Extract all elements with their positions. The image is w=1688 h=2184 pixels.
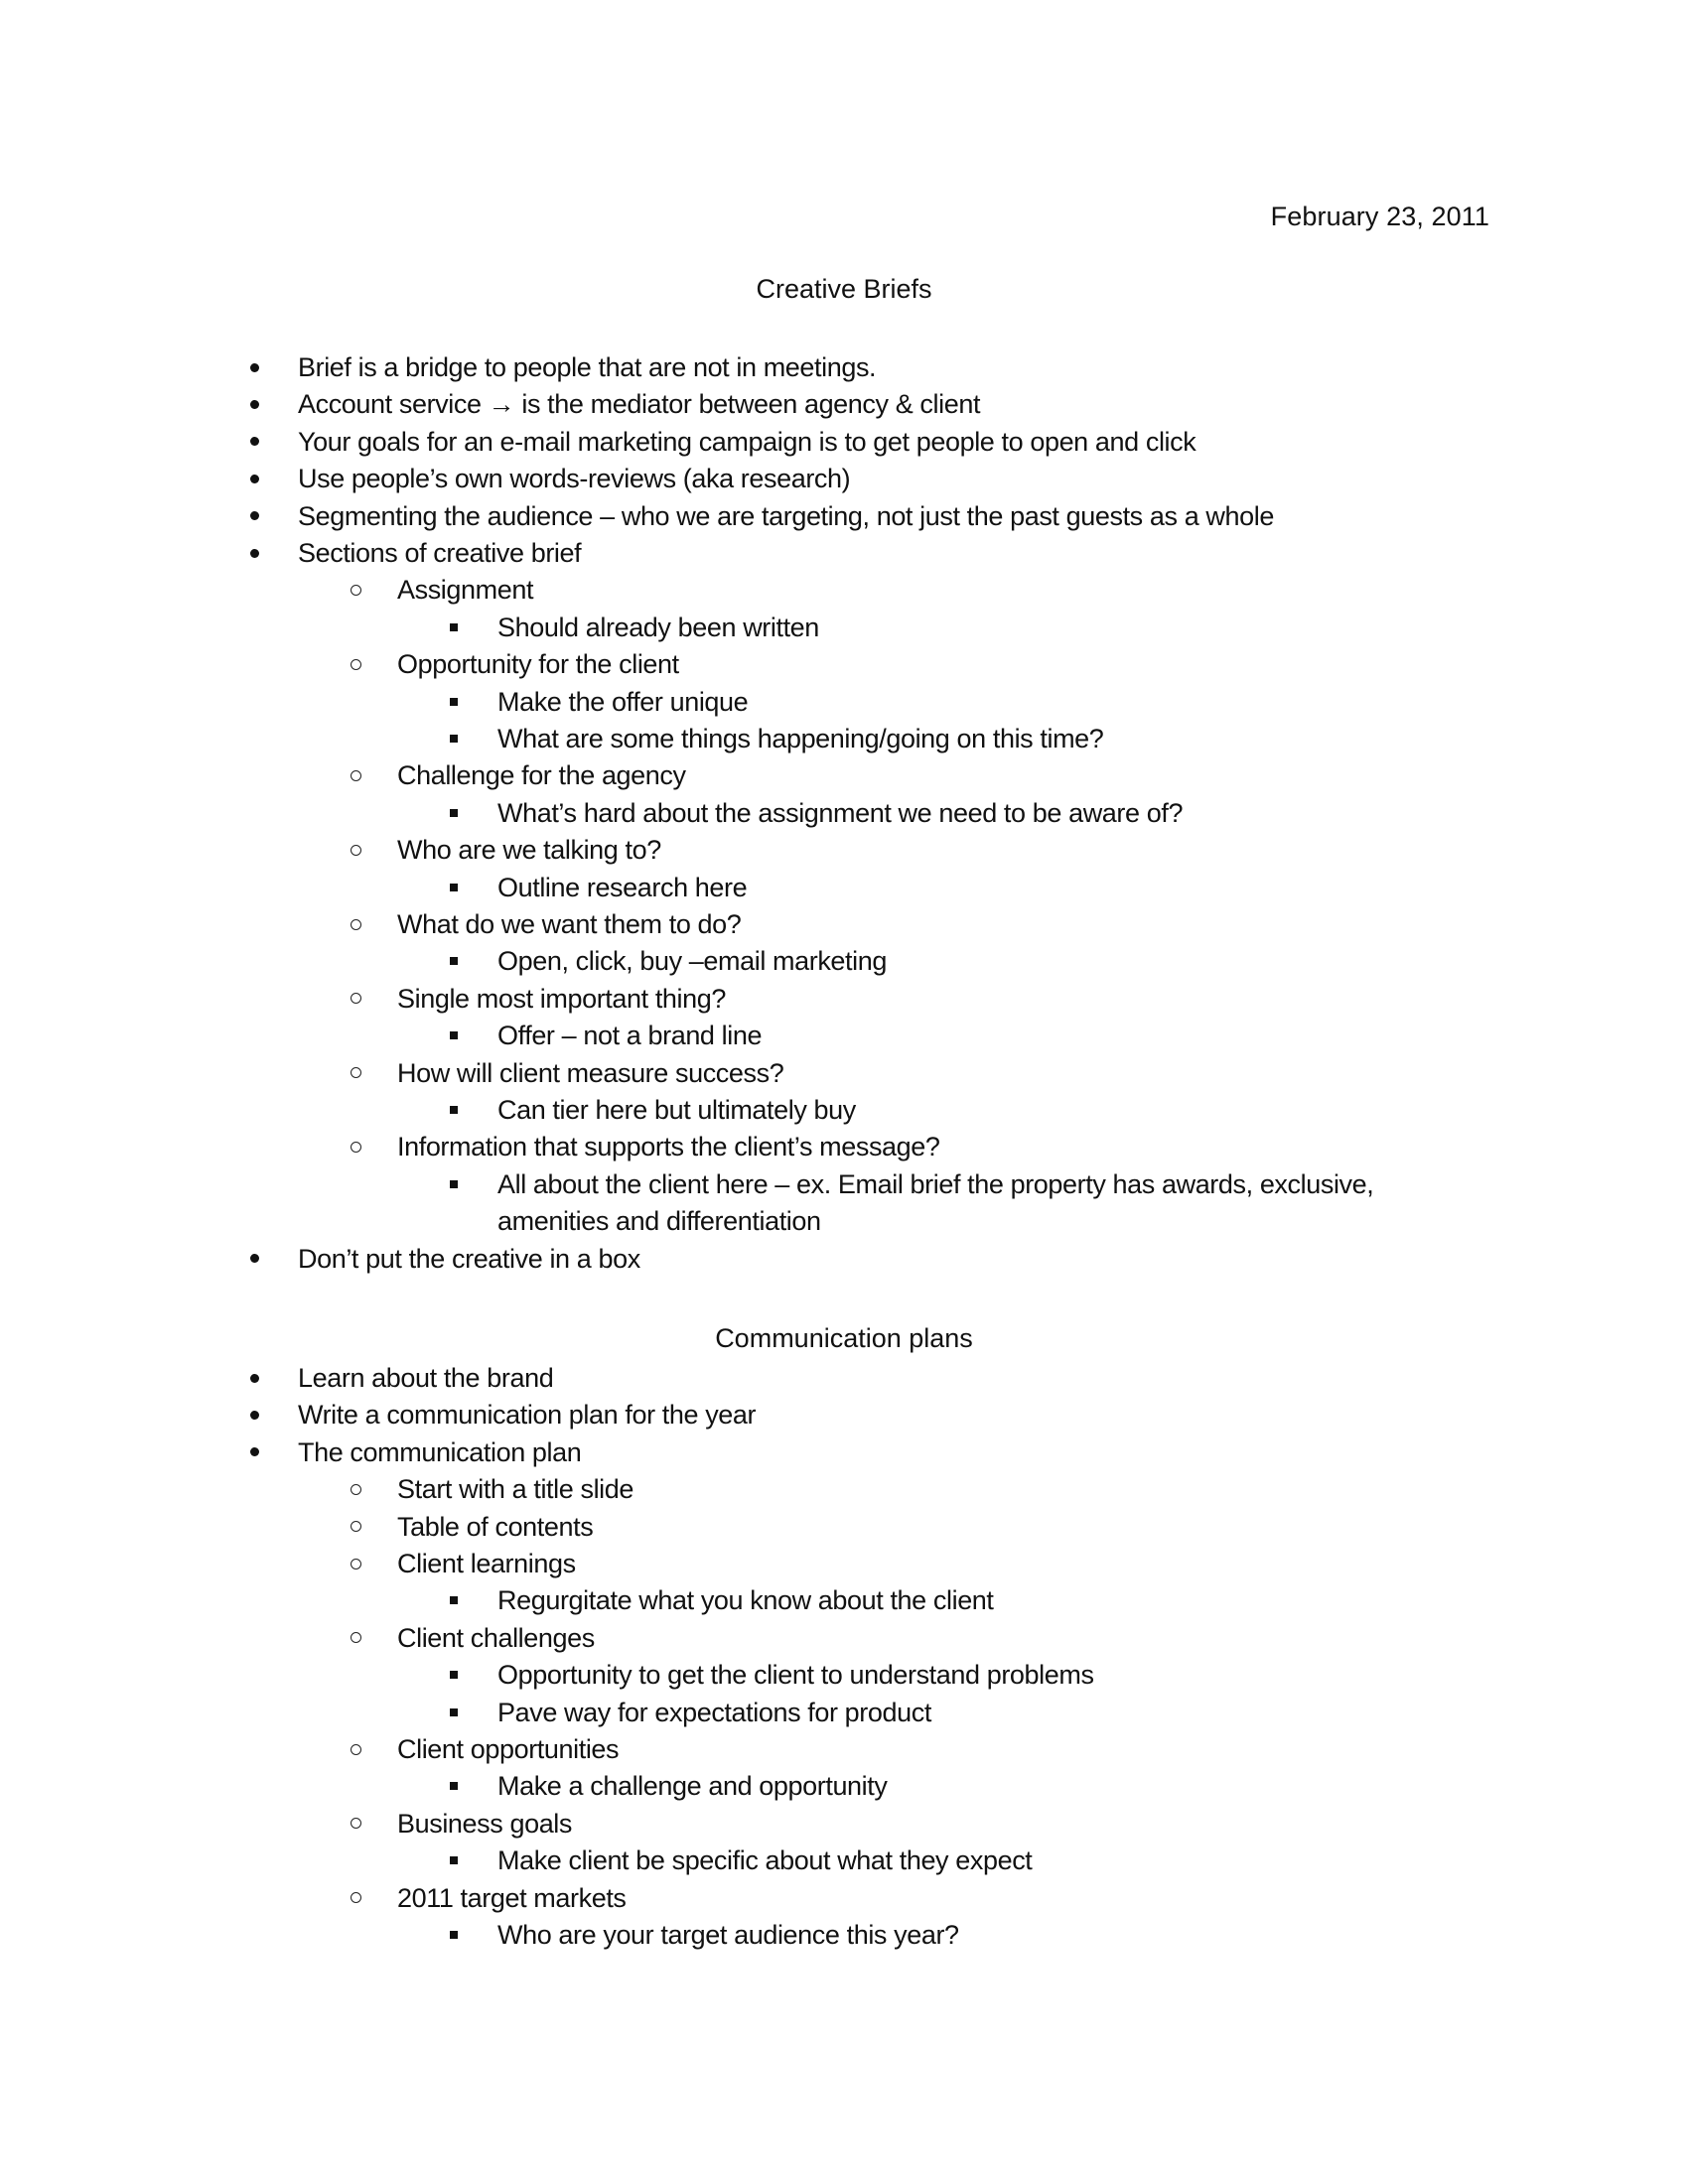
list-item-level-2: Assignment xyxy=(397,575,534,606)
list-item-level-3: Make client be specific about what they expect xyxy=(497,1845,1033,1876)
list-item-level-3: Should already been written xyxy=(497,612,819,642)
bullet-square-icon xyxy=(450,884,458,891)
bullet-square-icon xyxy=(450,1671,458,1679)
list-item-continuation: amenities and differentiation xyxy=(497,1206,821,1237)
list-item-level-3: Open, click, buy –email marketing xyxy=(497,946,887,977)
list-item-level-3: Make a challenge and opportunity xyxy=(497,1771,888,1802)
bullet-square-icon xyxy=(450,1031,458,1039)
list-item-level-2: Client opportunities xyxy=(397,1734,620,1764)
list-item-level-3: Can tier here but ultimately buy xyxy=(497,1095,856,1125)
bullet-circle-icon xyxy=(351,770,361,781)
list-item-level-3: Make the offer unique xyxy=(497,686,749,717)
bullet-disc-icon xyxy=(250,475,259,483)
list-item-level-2: Single most important thing? xyxy=(397,983,726,1014)
bullet-circle-icon xyxy=(351,1892,361,1903)
list-item-level-3: All about the client here – ex. Email brief the property has awards, exclusive, xyxy=(497,1168,1374,1199)
list-item-level-2: Client challenges xyxy=(397,1622,595,1653)
bullet-circle-icon xyxy=(351,845,361,856)
bullet-disc-icon xyxy=(250,400,259,409)
list-item-level-2: Business goals xyxy=(397,1808,573,1839)
bullet-square-icon xyxy=(450,1708,458,1716)
bullet-circle-icon xyxy=(351,1521,361,1532)
bullet-circle-icon xyxy=(351,659,361,670)
list-item-level-1: Use people’s own words-reviews (aka research) xyxy=(298,464,851,494)
bullet-disc-icon xyxy=(250,511,259,520)
list-item-level-2: Client learnings xyxy=(397,1549,576,1578)
bullet-circle-icon xyxy=(351,993,361,1004)
bullet-circle-icon xyxy=(351,1559,361,1570)
bullet-square-icon xyxy=(450,1856,458,1864)
bullet-disc-icon xyxy=(250,1411,259,1420)
list-item-level-3: What’s hard about the assignment we need to be aware of? xyxy=(497,797,1184,828)
bullet-disc-icon xyxy=(250,1447,259,1456)
list-item-level-3: What are some things happening/going on this time? xyxy=(497,724,1104,753)
list-item-level-3: Regurgitate what you know about the client xyxy=(497,1585,994,1616)
list-item-level-1: Sections of creative brief xyxy=(298,538,582,568)
list-item-level-3: Pave way for expectations for product xyxy=(497,1697,931,1727)
list-item-level-2: Opportunity for the client xyxy=(397,649,679,680)
bullet-square-icon xyxy=(450,957,458,965)
list-item-level-2: 2011 target markets xyxy=(397,1882,627,1913)
bullet-square-icon xyxy=(450,1931,458,1939)
bullet-circle-icon xyxy=(351,1744,361,1755)
section-title: Creative Briefs xyxy=(756,274,932,304)
bullet-disc-icon xyxy=(250,1254,259,1263)
bullet-square-icon xyxy=(450,809,458,817)
bullet-disc-icon xyxy=(250,549,259,558)
bullet-circle-icon xyxy=(351,1484,361,1495)
list-item-level-2: What do we want them to do? xyxy=(397,909,742,939)
bullet-square-icon xyxy=(450,1782,458,1790)
list-item-level-3: Who are your target audience this year? xyxy=(497,1920,959,1950)
bullet-square-icon xyxy=(450,698,458,706)
list-item-level-1: Segmenting the audience – who we are targeting, not just the past guests as a whole xyxy=(298,500,1274,531)
bullet-disc-icon xyxy=(250,1374,259,1383)
bullet-square-icon xyxy=(450,735,458,743)
bullet-circle-icon xyxy=(351,585,361,596)
bullet-square-icon xyxy=(450,1180,458,1188)
list-item-level-1: Learn about the brand xyxy=(298,1363,554,1393)
document-date: February 23, 2011 xyxy=(1270,202,1489,231)
list-item-level-2: How will client measure success? xyxy=(397,1057,784,1088)
list-item-level-1: Account service → is the mediator between agency & client xyxy=(298,389,981,420)
list-item-level-2: Start with a title slide xyxy=(397,1474,634,1505)
bullet-square-icon xyxy=(450,623,458,631)
bullet-circle-icon xyxy=(351,1067,361,1078)
bullet-disc-icon xyxy=(250,437,259,446)
list-item-level-3: Opportunity to get the client to understand problems xyxy=(497,1660,1094,1691)
bullet-circle-icon xyxy=(351,1632,361,1643)
bullet-circle-icon xyxy=(351,919,361,930)
list-item-level-2: Challenge for the agency xyxy=(397,760,686,791)
list-item-level-1: Write a communication plan for the year xyxy=(298,1400,757,1431)
bullet-square-icon xyxy=(450,1596,458,1604)
list-item-level-3: Offer – not a brand line xyxy=(497,1021,763,1051)
bullet-circle-icon xyxy=(351,1818,361,1829)
list-item-level-2: Table of contents xyxy=(397,1511,594,1542)
list-item-level-1: Brief is a bridge to people that are not in meetings. xyxy=(298,352,877,382)
bullet-disc-icon xyxy=(250,363,259,372)
list-item-level-2: Information that supports the client’s message? xyxy=(397,1132,940,1162)
list-item-level-2: Who are we talking to? xyxy=(397,835,661,866)
list-item-level-1: Your goals for an e-mail marketing campaign is to get people to open and click xyxy=(298,426,1196,457)
list-item-level-3: Outline research here xyxy=(497,872,748,902)
section-title: Communication plans xyxy=(715,1323,973,1353)
list-item-level-1: The communication plan xyxy=(298,1436,582,1467)
bullet-circle-icon xyxy=(351,1142,361,1153)
list-item-level-1: Don’t put the creative in a box xyxy=(298,1243,640,1274)
bullet-square-icon xyxy=(450,1106,458,1114)
